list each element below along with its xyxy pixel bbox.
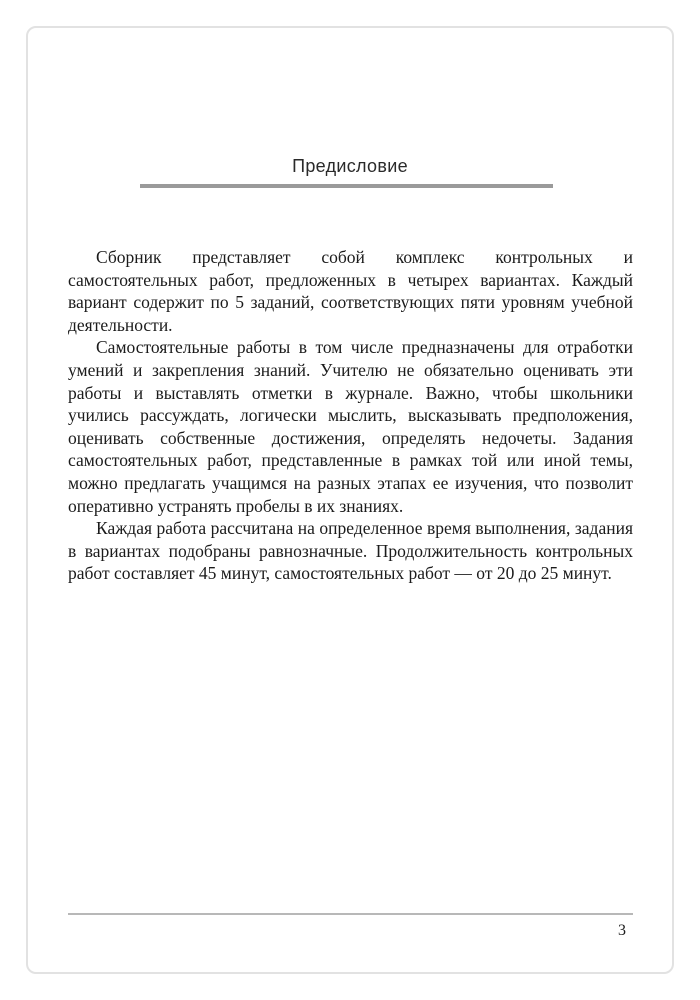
footer-divider: [68, 913, 633, 915]
paragraph-2: Самостоятельные работы в том числе предназначены для отработки умений и закрепления знаний. Учителю не обязательно оценивать эти работы и выставлять отметки в журнале. Важно, чтобы школьники учились рассуждать, логически мыслить, высказывать предположения, оценивать собственные достижения, определять недочеты. Задания самостоятельных работ, представленные в рамках той или иной темы, можно предлагать учащимся на разных этапах ее изучения, что позволит оперативно устранять пробелы в их знаниях.: [68, 337, 633, 516]
page-title: Предисловие: [292, 156, 408, 176]
page-number: 3: [618, 922, 626, 939]
title-divider: [140, 184, 553, 188]
body-text: [68, 246, 633, 585]
paragraph-3: Каждая работа рассчитана на определенное время выполнения, задания в вариантах подобраны равнозначные. Продолжительность контрольных работ составляет 45 минут, самостоятельных работ — от 20 до 25 минут.: [68, 518, 633, 584]
paragraph-1: Сборник представляет собой комплекс контрольных и самостоятельных работ, предложенных в четырех вариантах. Каждый вариант содержит по 5 заданий, соответствующих пяти уровням учебной деятельности.: [68, 247, 633, 335]
